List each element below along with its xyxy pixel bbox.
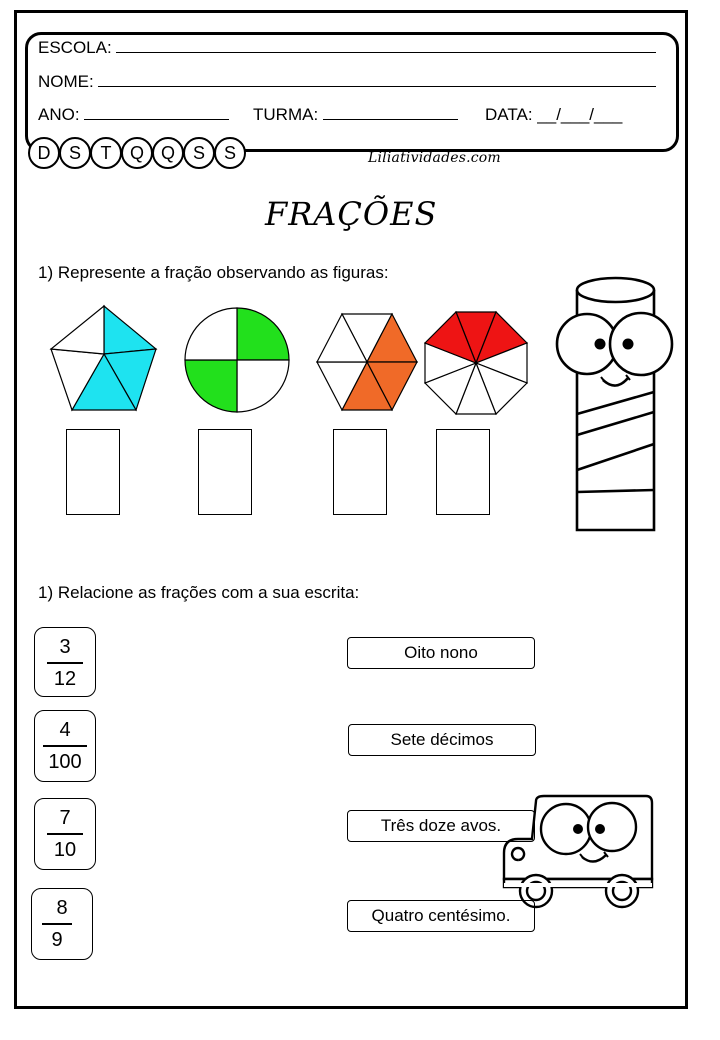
site-watermark: Liliatividades.com <box>368 150 501 166</box>
fraction-card[interactable] <box>31 888 93 960</box>
answer-box[interactable] <box>66 429 120 515</box>
cylinder-character-illustration <box>556 272 676 532</box>
school-row <box>38 38 656 58</box>
circle-figure <box>184 307 290 413</box>
octagon-figure <box>424 311 528 415</box>
school-label: ESCOLA: <box>38 38 112 57</box>
fraction-denominator: 12 <box>53 668 77 690</box>
fraction-denominator: 100 <box>48 751 82 773</box>
question-2: 1) Relacione as frações com a sua escrita: <box>38 583 360 602</box>
weekday-circle[interactable]: Q <box>121 137 153 169</box>
fraction-bar <box>47 662 83 664</box>
date-field[interactable]: __/___/___ <box>537 105 623 124</box>
fraction-word-box[interactable]: Quatro centésimo. <box>347 900 535 932</box>
page-title: FRAÇÕES <box>265 195 438 233</box>
date-label: DATA: <box>485 105 533 124</box>
fraction-numerator: 7 <box>59 807 71 829</box>
fraction-numerator: 4 <box>59 719 71 741</box>
fraction-word-box[interactable]: Três doze avos. <box>347 810 535 842</box>
fraction-card[interactable] <box>34 710 96 782</box>
answer-box[interactable] <box>436 429 490 515</box>
fraction-bar <box>47 833 83 835</box>
pentagon-figure <box>49 303 159 413</box>
weekday-circle[interactable]: S <box>183 137 215 169</box>
year-field[interactable] <box>84 105 229 120</box>
weekday-circle[interactable]: D <box>28 137 60 169</box>
weekday-circle[interactable]: Q <box>152 137 184 169</box>
weekday-circle[interactable]: S <box>214 137 246 169</box>
year-label: ANO: <box>38 105 80 124</box>
fraction-word-box[interactable]: Sete décimos <box>348 724 536 756</box>
name-label: NOME: <box>38 72 94 91</box>
year-row <box>38 105 229 125</box>
fraction-card[interactable] <box>34 798 96 870</box>
name-row <box>38 72 656 92</box>
class-label: TURMA: <box>253 105 319 124</box>
weekday-circle[interactable]: S <box>59 137 91 169</box>
fraction-numerator: 3 <box>59 636 71 658</box>
weekday-circle[interactable]: T <box>90 137 122 169</box>
fraction-bar <box>42 923 72 925</box>
weekday-circles <box>28 137 245 169</box>
fraction-denominator: 10 <box>53 839 77 861</box>
class-field[interactable] <box>323 105 458 120</box>
class-row <box>253 105 458 125</box>
hexagon-figure <box>316 313 418 411</box>
answer-box[interactable] <box>198 429 252 515</box>
school-field[interactable] <box>116 38 656 53</box>
fraction-denominator: 9 <box>51 929 63 951</box>
answer-box[interactable] <box>333 429 387 515</box>
question-1: 1) Represente a fração observando as figuras: <box>38 263 389 282</box>
name-field[interactable] <box>98 72 656 87</box>
fraction-bar <box>43 745 87 747</box>
fraction-word-box[interactable]: Oito nono <box>347 637 535 669</box>
fraction-card[interactable] <box>34 627 96 697</box>
fraction-numerator: 8 <box>56 897 68 919</box>
date-row <box>485 105 622 125</box>
